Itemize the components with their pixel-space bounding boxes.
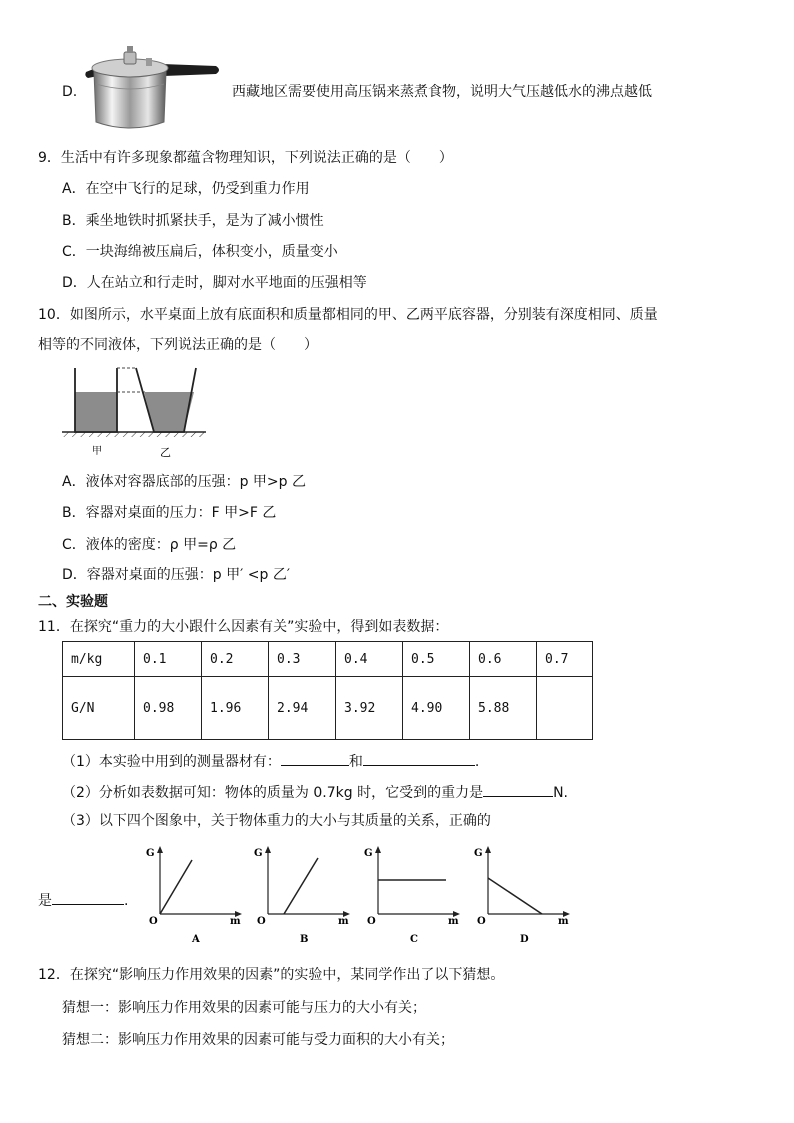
q11-sub2-text: （2）分析如表数据可知：物体的质量为 0.7kg 时，它受到的重力是: [62, 785, 484, 801]
table-cell: 3.92: [336, 677, 403, 740]
q11-sub1-and: 和: [348, 754, 363, 770]
table-cell: 4.90: [403, 677, 470, 740]
q9-stem: 9．生活中有许多现象都蕴含物理知识，下列说法正确的是（ ）: [38, 150, 453, 166]
q10-option-b: B．容器对桌面的压力：F 甲>F 乙: [62, 505, 277, 521]
section-title-experiments: 二、实验题: [38, 594, 108, 610]
answer-blank-1[interactable]: [281, 751, 349, 766]
table-cell: 0.5: [403, 642, 470, 677]
origin-label: O: [367, 916, 376, 927]
table-row: [63, 677, 593, 740]
graph-c-label: C: [410, 934, 418, 944]
table-cell: 0.3: [269, 642, 336, 677]
q9-option-c: C．一块海绵被压扁后，体积变小，质量变小: [62, 244, 338, 260]
graph-a: [142, 844, 242, 944]
q9-option-a: A．在空中飞行的足球，仍受到重力作用: [62, 181, 310, 197]
q11-sub2: [62, 782, 568, 802]
pressure-cooker-image: [84, 44, 224, 134]
table-cell: 0.1: [135, 642, 202, 677]
q11-sub3-cont: [38, 890, 128, 910]
q11-sub1-end: .: [474, 754, 480, 770]
q8-option-d-text: 西藏地区需要使用高压锅来蒸煮食物，说明大气压越低水的沸点越低: [232, 84, 652, 100]
table-cell: G/N: [63, 677, 135, 740]
q9-option-b: B．乘坐地铁时抓紧扶手，是为了减小惯性: [62, 213, 324, 229]
label-jia: 甲: [92, 446, 102, 457]
q10-option-a: A．液体对容器底部的压强：p 甲>p 乙: [62, 474, 306, 490]
axis-g-label: G: [364, 848, 373, 859]
q11-sub2-unit: N.: [553, 785, 569, 801]
q10-option-d: D．容器对桌面的压强：p 甲′ <p 乙′: [62, 567, 290, 583]
table-cell: m/kg: [63, 642, 135, 677]
table-cell: 0.7: [537, 642, 593, 677]
table-cell: 1.96: [202, 677, 269, 740]
q12-guess2: 猜想二：影响压力作用效果的因素可能与受力面积的大小有关；: [62, 1032, 454, 1048]
answer-blank-2[interactable]: [363, 751, 475, 766]
q9-option-d: D．人在站立和行走时，脚对水平地面的压强相等: [62, 275, 367, 291]
axis-g-label: G: [474, 848, 483, 859]
table-cell: 0.6: [470, 642, 537, 677]
q12-stem: 12．在探究“影响压力作用效果的因素”的实验中，某同学作出了以下猜想。: [38, 967, 505, 983]
answer-blank-3[interactable]: [483, 782, 553, 797]
q11-sub3-is: 是: [38, 893, 52, 909]
q11-sub1-text: （1）本实验中用到的测量器材有：: [62, 754, 281, 770]
table-cell: 5.88: [470, 677, 537, 740]
table-cell: 0.98: [135, 677, 202, 740]
table-cell: 2.94: [269, 677, 336, 740]
graph-b-label: B: [300, 934, 309, 944]
axis-m-label: m: [230, 916, 241, 927]
axis-m-label: m: [338, 916, 349, 927]
axis-g-label: G: [146, 848, 155, 859]
table-cell: [537, 677, 593, 740]
table-cell: 0.2: [202, 642, 269, 677]
graph-a-label: A: [192, 934, 200, 944]
label-yi: 乙: [160, 446, 171, 459]
graph-c: [360, 844, 460, 944]
table-cell: 0.4: [336, 642, 403, 677]
q11-stem: 11．在探究“重力的大小跟什么因素有关”实验中，得到如表数据：: [38, 619, 449, 635]
graph-b: [250, 844, 350, 944]
q11-sub1: [62, 751, 479, 771]
q11-sub3: （3）以下四个图象中，关于物体重力的大小与其质量的关系，正确的: [62, 813, 491, 829]
q10-stem-line2: 相等的不同液体，下列说法正确的是（ ）: [38, 337, 318, 353]
containers-figure: [58, 366, 208, 462]
answer-blank-4[interactable]: [52, 890, 124, 905]
origin-label: O: [477, 916, 486, 927]
graph-d: [470, 844, 570, 944]
mass-weight-table: [62, 641, 593, 740]
origin-label: O: [149, 916, 158, 927]
axis-g-label: G: [254, 848, 263, 859]
q11-sub3-end: .: [124, 893, 129, 909]
graph-d-label: D: [520, 934, 529, 944]
axis-m-label: m: [448, 916, 459, 927]
origin-label: O: [257, 916, 266, 927]
table-row: [63, 642, 593, 677]
q10-option-c: C．液体的密度：ρ 甲=ρ 乙: [62, 537, 237, 553]
axis-m-label: m: [558, 916, 569, 927]
q12-guess1: 猜想一：影响压力作用效果的因素可能与压力的大小有关；: [62, 1000, 426, 1016]
q10-stem-line1: 10．如图所示，水平桌面上放有底面积和质量都相同的甲、乙两平底容器，分别装有深度相同、质量: [38, 307, 658, 323]
q8-option-d-letter: D.: [62, 84, 78, 100]
